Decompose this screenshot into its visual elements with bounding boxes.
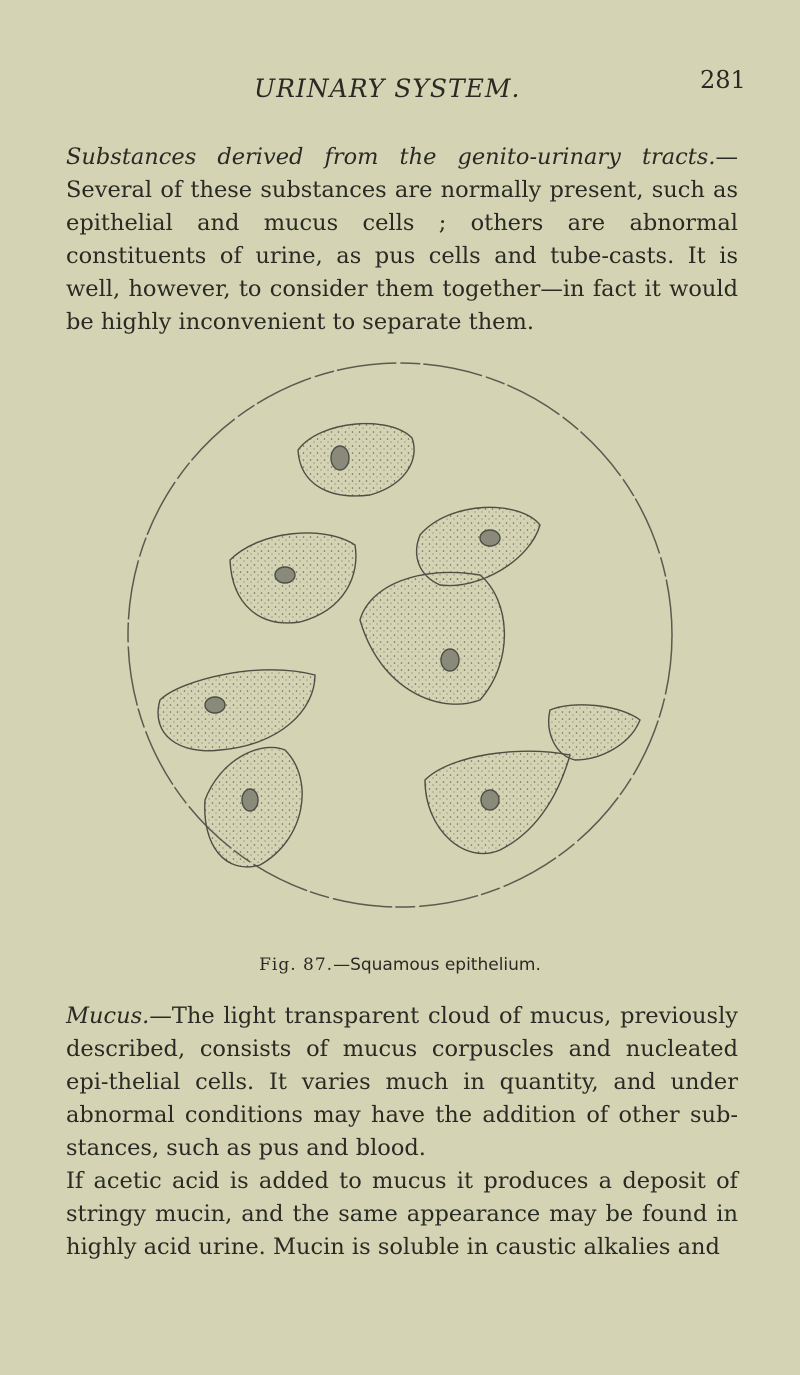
paragraph-text: If acetic acid is added to mucus it produces a deposit of stringy mucin, and the same appearance may be found in highly acid urine. Mucin is soluble in caustic alkalies and — [66, 1168, 738, 1260]
paragraph-mucus — [66, 1000, 738, 1165]
epithelial-cell — [360, 572, 504, 704]
running-head: URINARY SYSTEM. — [254, 74, 521, 103]
figure-caption-text: —Squamous epithelium. — [333, 955, 541, 975]
paragraph-text: —Several of these substances are normally present, such as epithelial and mucus cells ; others are abnormal constituents of urine, as pus cells and tube-casts. It is well, however, to consider them together—in fact it would be highly inconvenient to separate them. — [66, 144, 738, 335]
figure-label: Fig. 87. — [259, 955, 334, 975]
paragraph-heading: Substances derived from the genito-urinary tracts. — [66, 144, 716, 170]
cell-nucleus — [275, 567, 295, 583]
cell-nucleus — [441, 649, 459, 671]
paragraph-text: —The light transparent cloud of mucus, previously described, consists of mucus corpuscles and nucleated epi-thelial cells. It varies much in quantity, and under abnormal conditions may have the addition of other sub-stances, such as pus and blood. — [66, 1003, 738, 1161]
squamous-epithelium-illustration — [120, 360, 680, 920]
epithelial-cell — [549, 705, 640, 760]
cell-nucleus — [481, 790, 499, 810]
epithelial-cell — [298, 424, 414, 496]
paragraph-acetic-acid — [66, 1165, 738, 1264]
cell-nucleus — [205, 697, 225, 713]
cell-nucleus — [242, 789, 258, 811]
paragraph-heading: Mucus. — [66, 1003, 150, 1029]
cell-nucleus — [331, 446, 349, 470]
paragraph-substances — [66, 141, 738, 339]
cell-nucleus — [480, 530, 500, 546]
page-header — [0, 66, 800, 106]
page-number: 281 — [700, 66, 746, 94]
epithelial-cell — [158, 670, 315, 751]
figure-caption — [0, 955, 800, 975]
